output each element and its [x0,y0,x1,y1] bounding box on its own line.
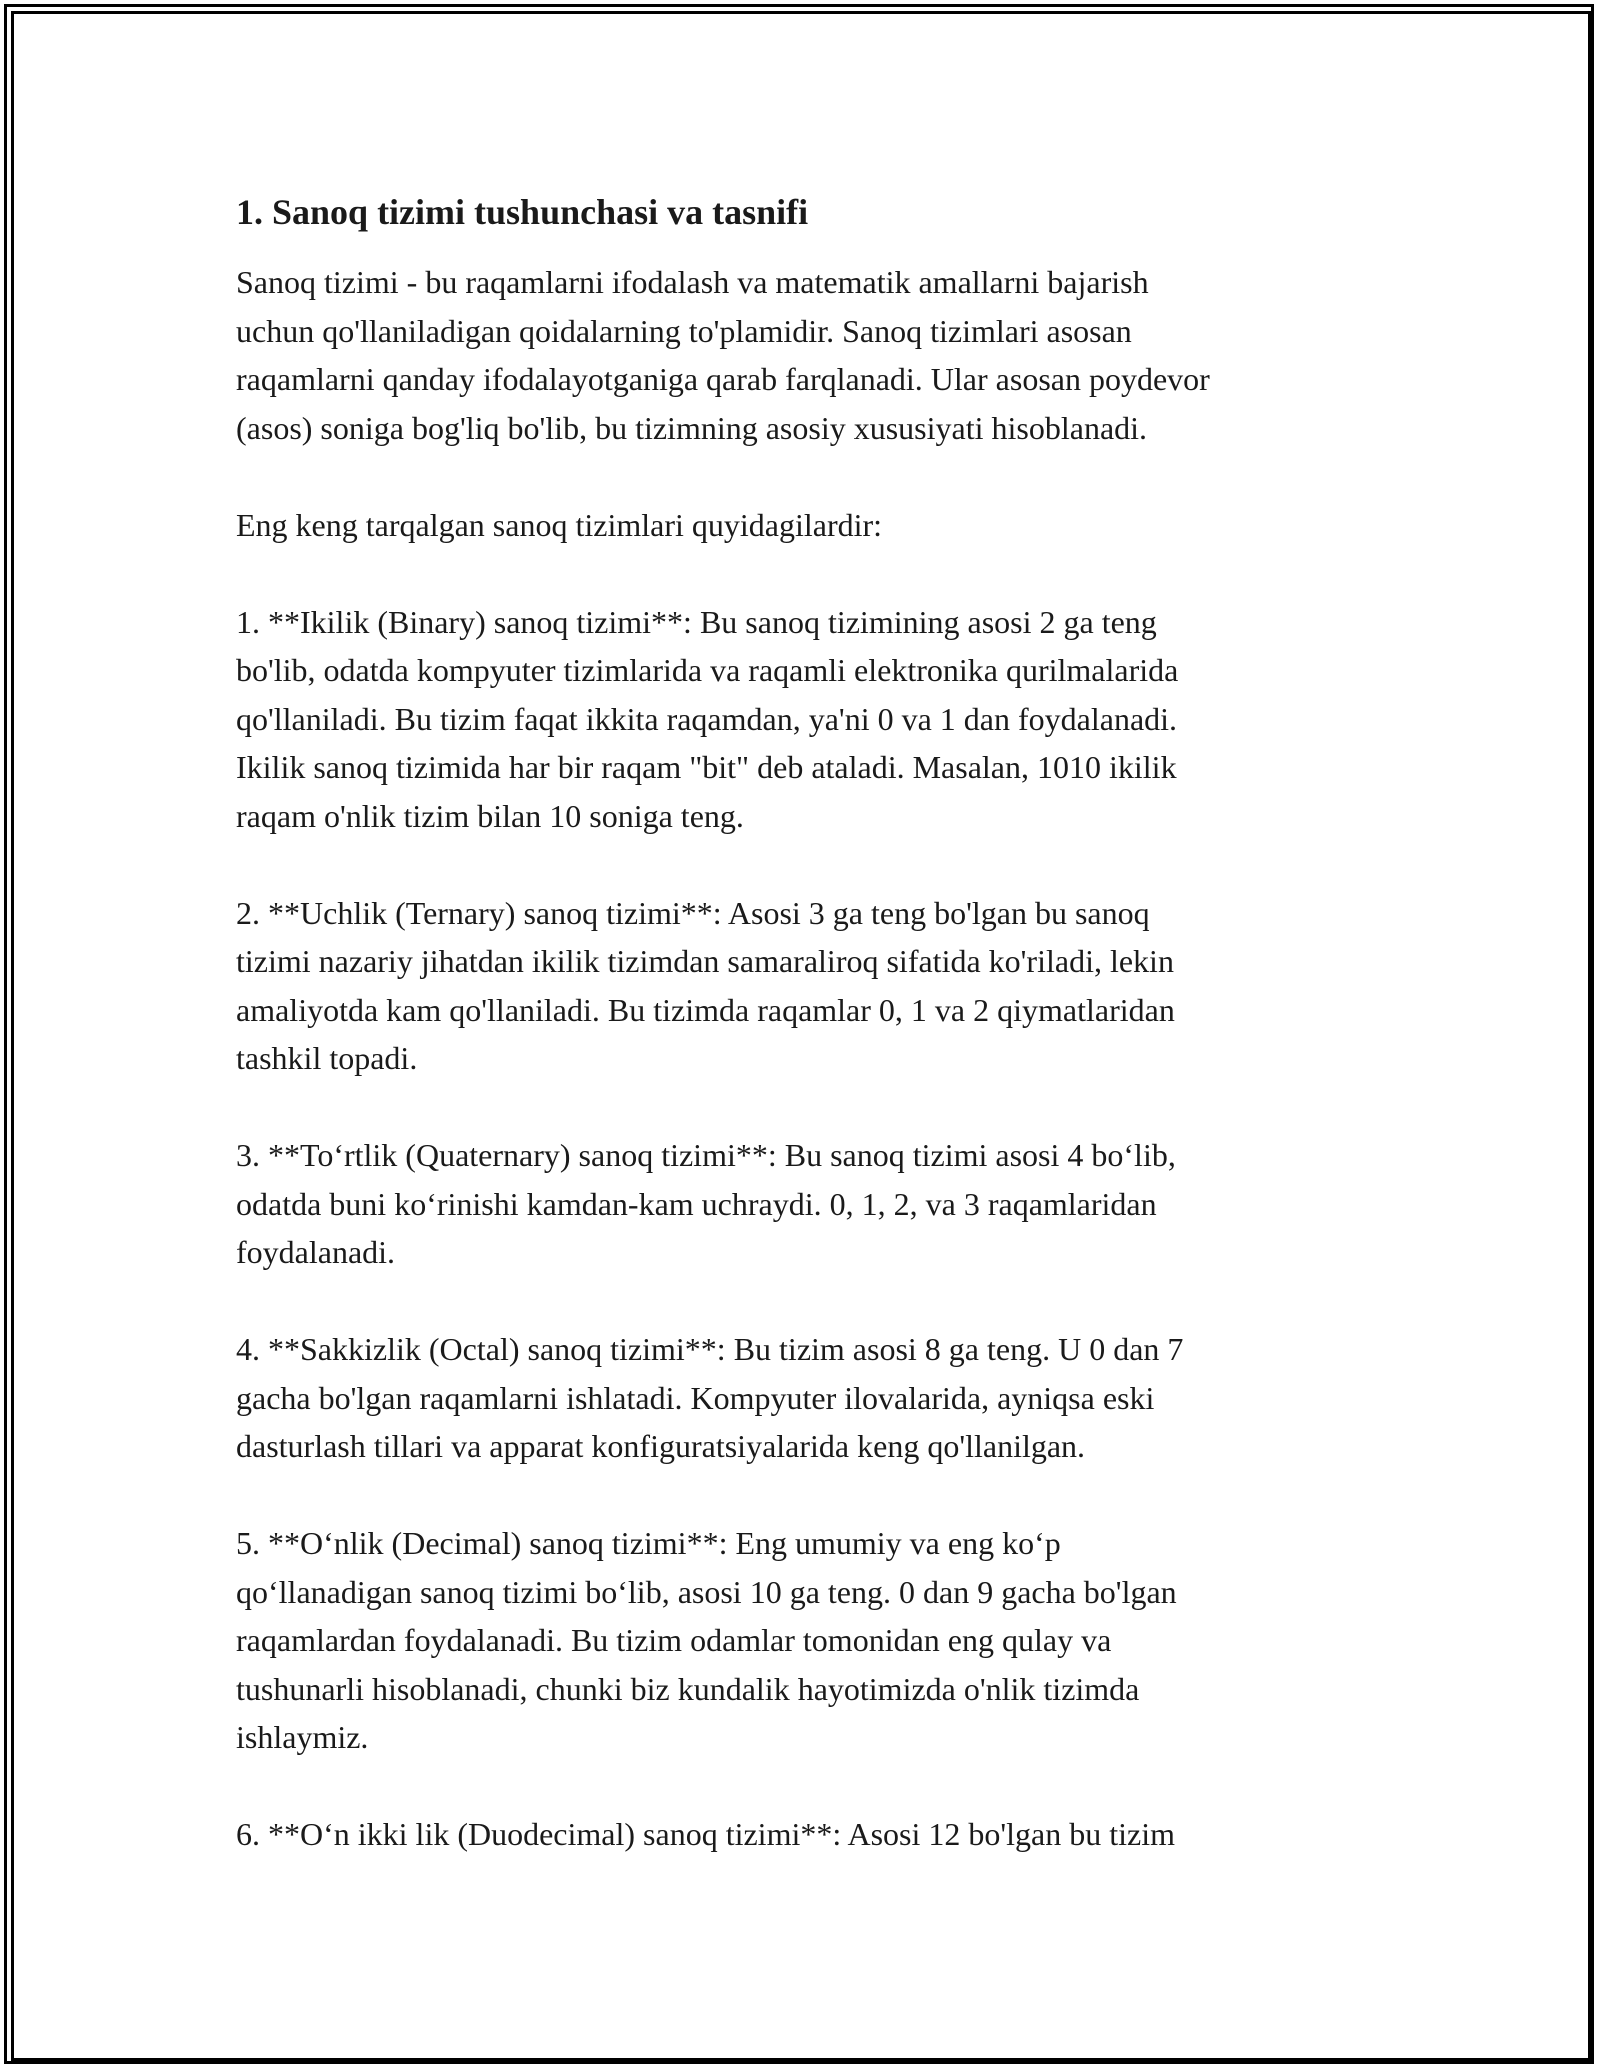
paragraph-duodecimal: 6. **O‘n ikki lik (Duodecimal) sanoq tizimi**: Asosi 12 bo'lgan bu tizim [236,1816,1175,1852]
paragraph-definition: Sanoq tizimi - bu raqamlarni ifodalash va matematik amallarni bajarish uchun qo'llaniladigan qoidalarning to'plamidir. Sanoq tizimlari asosan raqamlarni qanday ifodalayotganiga qarab farqlanadi. Ular asosan poydevor (asos) soniga bog'liq bo'lib, bu tizimning asosiy xususiyati hisoblanadi. [236,264,1210,446]
paragraph-octal: 4. **Sakkizlik (Octal) sanoq tizimi**: Bu tizim asosi 8 ga teng. U 0 dan 7 gacha bo'lgan raqamlarni ishlatadi. Kompyuter ilovalarida, ayniqsa eski dasturlash tillari va apparat konfiguratsiyalarida keng qo'llanilgan. [236,1331,1184,1464]
paragraph-binary: 1. **Ikilik (Binary) sanoq tizimi**: Bu sanoq tizimining asosi 2 ga teng bo'lib, odatda kompyuter tizimlarida va raqamli elektronika qurilmalarida qo'llaniladi. Bu tizim faqat ikkita raqamdan, ya'ni 0 va 1 dan foydalanadi. Ikilik sanoq tizimida har bir raqam "bit" deb ataladi. Masalan, 1010 ikilik raqam o'nlik tizim bilan 10 soniga teng. [236,603,1179,834]
paragraph-decimal: 5. **O‘nlik (Decimal) sanoq tizimi**: Eng umumiy va eng ko‘p qo‘llanadigan sanoq tizimi bo‘lib, asosi 10 ga teng. 0 dan 9 gacha bo'lgan raqamlardan foydalanadi. Bu tizim odamlar tomonidan eng qulay va tushunarli hisoblanadi, chunki biz kundalik hayotimizda o'nlik tizimda ishlaymiz. [236,1525,1177,1755]
section-title: 1. Sanoq tizimi tushunchasi va tasnifi [236,192,809,232]
document-body [236,186,1366,1859]
paragraph-quaternary: 3. **To‘rtlik (Quaternary) sanoq tizimi**: Bu sanoq tizimi asosi 4 bo‘lib, odatda buni ko‘rinishi kamdan-kam uchraydi. 0, 1, 2, va 3 raqamlaridan foydalanadi. [236,1137,1176,1270]
paragraph-ternary: 2. **Uchlik (Ternary) sanoq tizimi**: Asosi 3 ga teng bo'lgan bu sanoq tizimi nazariy jihatdan ikilik tizimdan samaraliroq sifatida ko'riladi, lekin amaliyotda kam qo'llaniladi. Bu tizimda raqamlar 0, 1 va 2 qiymatlaridan tashkil topadi. [236,894,1175,1076]
paragraph-intro-list: Eng keng tarqalgan sanoq tizimlari quyidagilardir: [236,506,883,543]
